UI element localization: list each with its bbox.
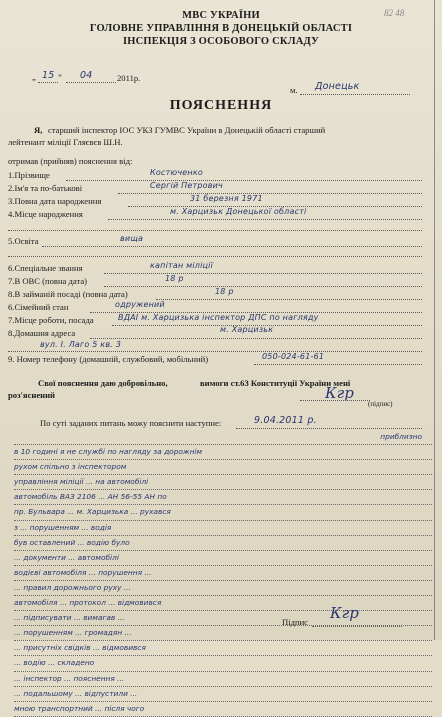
statement-line: ... підписувати ... вимагав ... xyxy=(14,611,432,626)
city-value: Донецьк xyxy=(315,81,360,92)
statement-line: мною транспортний ... після чого xyxy=(14,702,432,717)
field-birthdate-label: 3.Повна дата народження xyxy=(8,196,102,206)
field-education-label: 5.Освіта xyxy=(8,236,39,246)
field-marital-label: 6.Сімейний стан xyxy=(8,302,69,312)
field-education-value: вища xyxy=(120,234,144,243)
voluntary-line1-a: Свої пояснення даю добровільно, xyxy=(38,378,168,388)
statement-line: ... водію ... складено xyxy=(14,656,432,671)
field-position-date-label: 8.В займаній посаді (повна дата) xyxy=(8,289,128,299)
document-title: ПОЯСНЕННЯ xyxy=(169,98,273,113)
field-service-label: 7.В ОВС (повна дата) xyxy=(8,276,88,286)
date-month: 04 xyxy=(80,70,93,81)
date-close-quote: ” xyxy=(58,72,62,82)
statement-line: ... правил дорожнього руху ... xyxy=(14,581,432,596)
header-inspection: ІНСПЕКЦІЯ З ОСОБОВОГО СКЛАДУ xyxy=(123,36,319,47)
field-rank-value: капітан міліції xyxy=(150,261,214,270)
header-department: ГОЛОВНЕ УПРАВЛІННЯ В ДОНЕЦЬКІЙ ОБЛАСТІ xyxy=(89,23,353,34)
voluntary-line1-b: вимоги ст.63 Конституції України мені xyxy=(200,378,351,388)
field-phone-value: 050-024-61-61 xyxy=(262,352,325,361)
statement-line: ... подальшому ... відпустили ... xyxy=(14,687,432,702)
field-address-value: м. Харцизьк xyxy=(220,325,274,334)
statement-line: ... інспектор ... пояснення ... xyxy=(14,672,432,687)
page-edge-line xyxy=(434,0,435,640)
field-name-label: 2.Ім'я та по-батькові xyxy=(8,183,83,193)
field-position-date-value: 18 р xyxy=(215,287,234,296)
date-day: 15 xyxy=(42,70,55,81)
statement-line: ... порушенням ... громадян ... xyxy=(14,626,432,641)
field-workplace-label: 7.Місце роботи, посада xyxy=(8,315,94,325)
field-surname-value: Костюченко xyxy=(150,168,203,177)
date-year: 2011р. xyxy=(117,73,141,83)
statement-line: автомобіля ... протокол ... відмовився xyxy=(14,596,432,611)
field-phone-label: 9. Номер телефону (домашній, службовий, мобільний) xyxy=(8,354,209,364)
statement-line: ... присутніх свідків ... відмовився xyxy=(14,641,432,656)
corner-note: 82 48 xyxy=(384,8,405,18)
statement-intro: По суті заданих питань можу пояснити наступне: xyxy=(40,418,222,428)
field-address-label: 8.Домашня адреса xyxy=(8,328,76,338)
field-workplace-value: ВДАІ м. Харцизька інспектор ДПС по нагляду xyxy=(118,313,319,322)
intro-ya: Я, xyxy=(34,125,43,135)
statement-date: 9.04.2011 р. xyxy=(254,415,317,426)
intro-line2: лейтенант міліції Гляєвєв Ш.Н. xyxy=(8,137,123,147)
voluntary-line2: роз'яснений xyxy=(8,390,56,400)
statement-line: був оставлений ... водію було xyxy=(14,536,432,551)
field-address-street: вул. І. Лаго 5 кв. 3 xyxy=(40,340,122,349)
intro-line3: отримав (прийняв) пояснення від: xyxy=(8,156,133,166)
field-rank-label: 6.Спеціальне звання xyxy=(8,263,83,273)
statement-body xyxy=(14,430,432,717)
statement-line: рухом спільно з інспектором xyxy=(14,460,432,475)
statement-line: пр. Бульвара ... м. Харцизька ... рухався xyxy=(14,505,432,520)
field-birthplace-value: м. Харцизьк Донецької області xyxy=(170,207,307,216)
field-surname-label: 1.Прізвище xyxy=(8,170,50,180)
statement-line: з ... порушенням ... водія xyxy=(14,521,432,536)
field-birthplace-label: 4.Місце народження xyxy=(8,209,83,219)
voluntary-podpys: (підпис) xyxy=(368,400,393,408)
field-service-value: 18 р xyxy=(165,274,184,283)
header-ministry: МВС УКРАЇНИ xyxy=(182,10,260,21)
statement-line: ... документи ... автомобілі xyxy=(14,551,432,566)
field-name-value: Сергій Петрович xyxy=(150,181,223,190)
statement-line: автомобіль ВАЗ 2106 ... АН 56-55 АН по xyxy=(14,490,432,505)
signature-label: Підпис xyxy=(282,617,308,627)
statement-line: в 10 годині я не службі по нагляду за дорожнім xyxy=(14,445,432,460)
city-prefix: м. xyxy=(290,85,298,95)
signature-mark: Кгр xyxy=(330,604,359,622)
voluntary-signature: Кгр xyxy=(325,384,354,402)
intro-line1: старший інспектор ІОС УКЗ ГУМВС України в Донецькій області старший xyxy=(48,125,326,135)
date-open-quote: „ xyxy=(32,72,36,82)
statement-line: водієві автомобіля ... порушення ... xyxy=(14,566,432,581)
field-birthdate-value: 31 березня 1971 xyxy=(190,194,263,203)
statement-line: управління міліції ... на автомобілі xyxy=(14,475,432,490)
field-marital-value: одружений xyxy=(115,300,165,309)
statement-line: приблизно xyxy=(14,430,432,445)
